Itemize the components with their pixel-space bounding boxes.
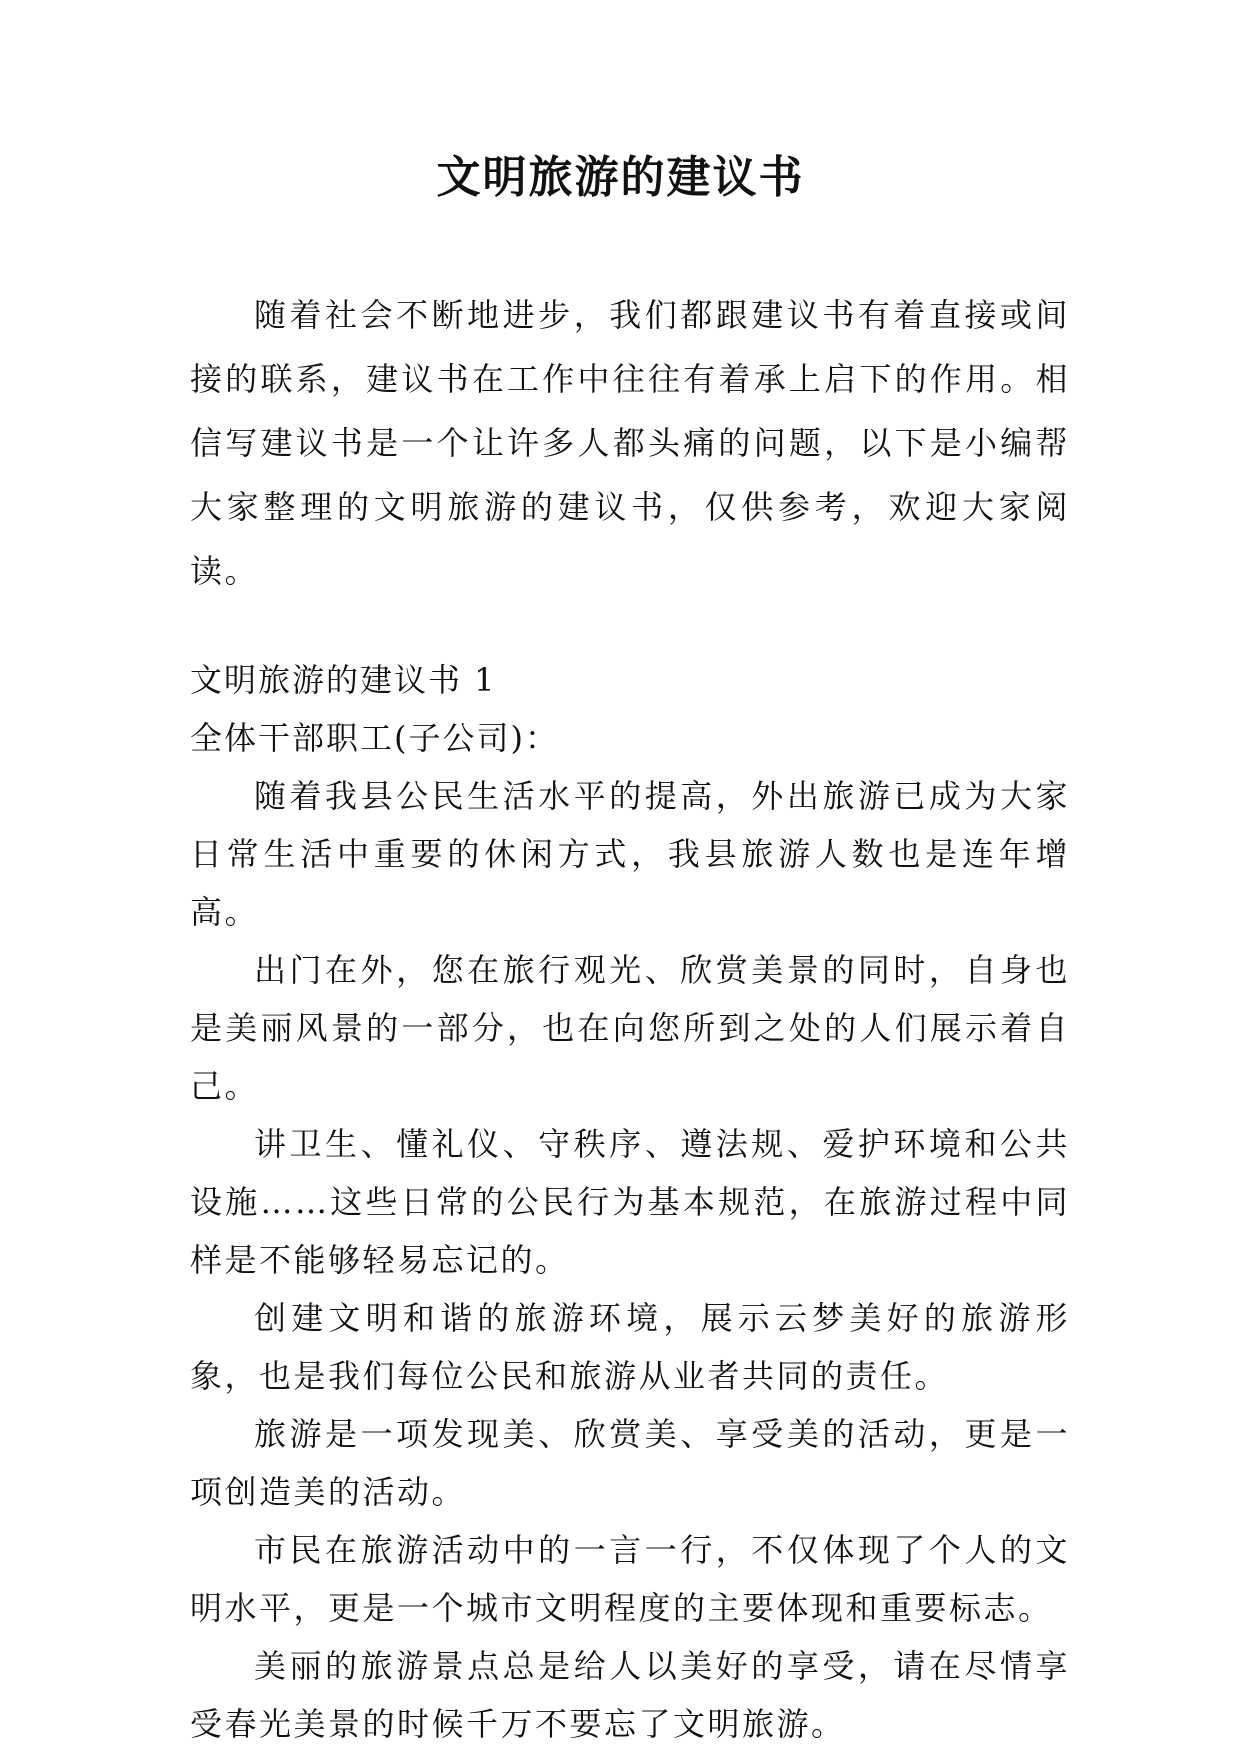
document-title: 文明旅游的建议书 (436, 152, 805, 203)
body-paragraph: 市民在旅游活动中的一言一行，不仅体现了个人的文明水平，更是一个城市文明程度的主要体现和重要标志。 (190, 1531, 1070, 1627)
section-heading: 文明旅游的建议书 1 (190, 661, 497, 699)
body-paragraph: 讲卫生、懂礼仪、守秩序、遵法规、爱护环境和公共设施……这些日常的公民行为基本规范，在旅游过程中同样是不能够轻易忘记的。 (190, 1125, 1070, 1279)
body-paragraph: 随着我县公民生活水平的提高，外出旅游已成为大家日常生活中重要的休闲方式，我县旅游人数也是连年增高。 (190, 777, 1070, 931)
document-body (190, 283, 1070, 1753)
body-paragraph: 美丽的旅游景点总是给人以美好的享受，请在尽情享受春光美景的时候千万不要忘了文明旅游。 (190, 1647, 1070, 1743)
body-paragraph: 创建文明和谐的旅游环境，展示云梦美好的旅游形象，也是我们每位公民和旅游从业者共同的责任。 (190, 1299, 1070, 1395)
body-paragraph: 出门在外，您在旅行观光、欣赏美景的同时，自身也是美丽风景的一部分，也在向您所到之处的人们展示着自己。 (190, 951, 1070, 1105)
body-paragraph: 旅游是一项发现美、欣赏美、享受美的活动，更是一项创造美的活动。 (190, 1415, 1070, 1511)
intro-paragraph: 随着社会不断地进步，我们都跟建议书有着直接或间接的联系，建议书在工作中往往有着承上启下的作用。相信写建议书是一个让许多人都头痛的问题，以下是小编帮大家整理的文明旅游的建议书，仅供参考，欢迎大家阅读。 (190, 296, 1070, 590)
section-spacer (190, 603, 1070, 651)
salutation: 全体干部职工(子公司)： (190, 719, 559, 757)
